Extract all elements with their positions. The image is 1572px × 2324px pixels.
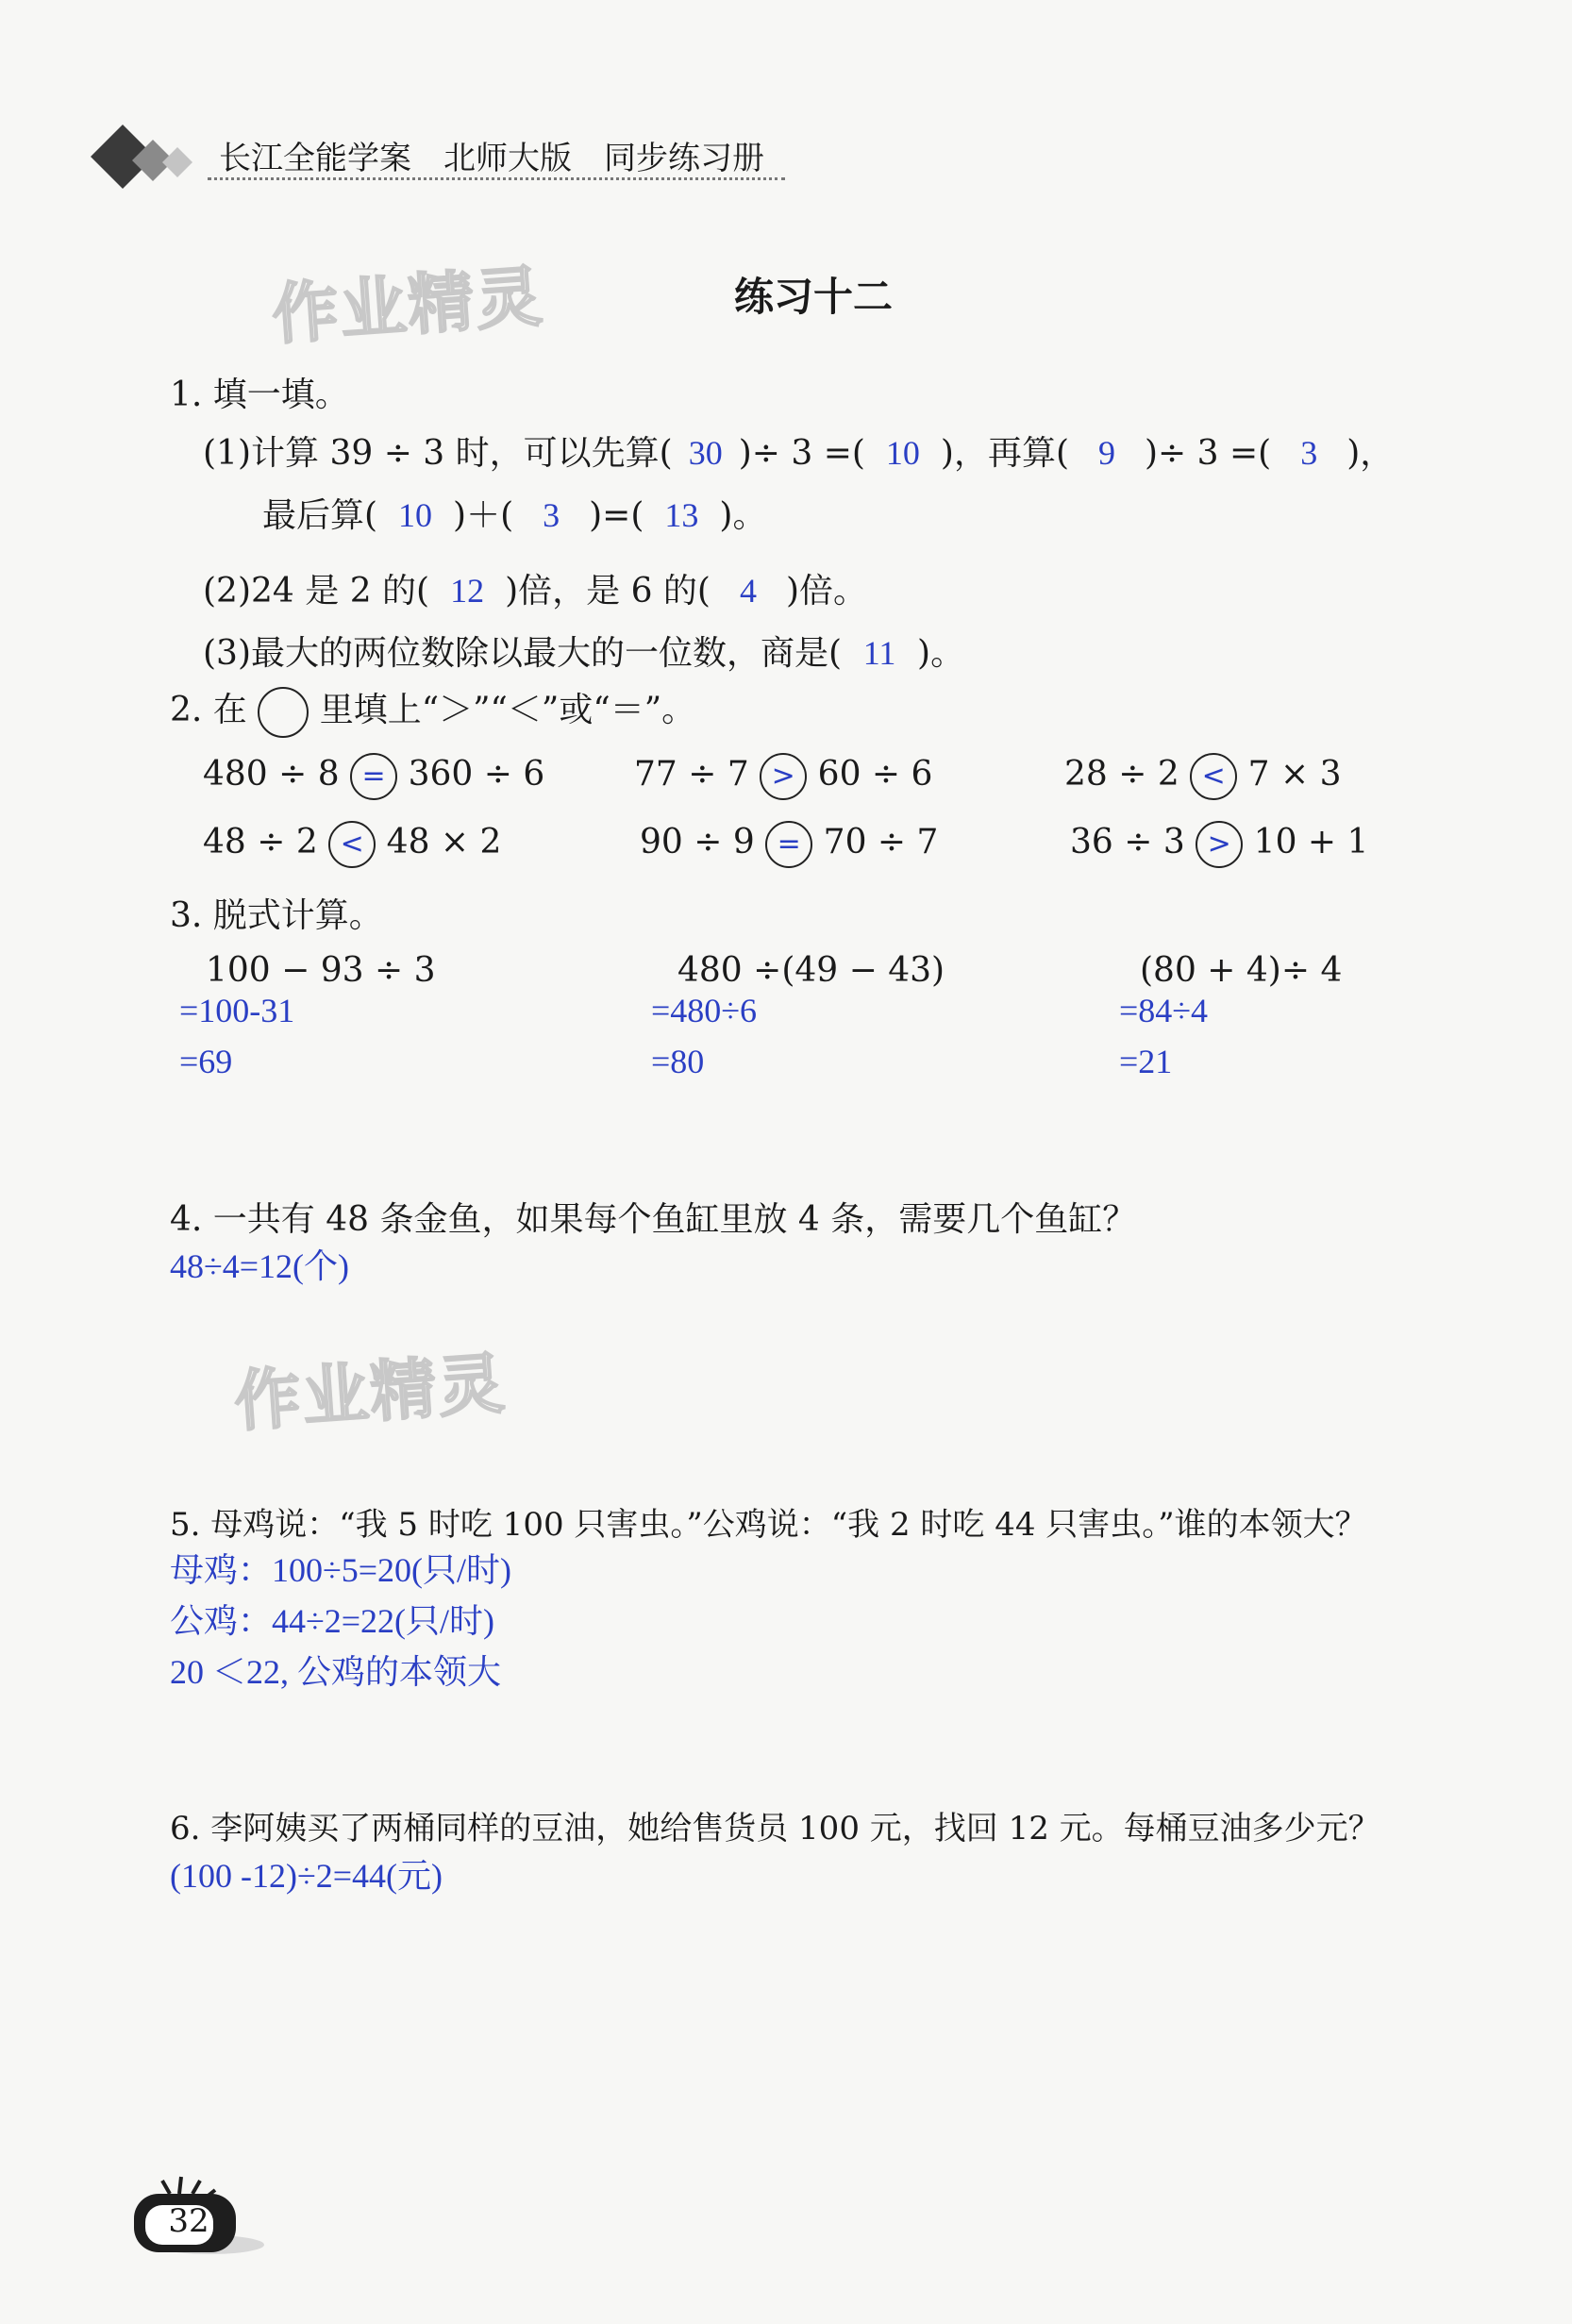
q6-answer: (100 -12)÷2=44(元) (170, 1857, 443, 1895)
header-diamond-logo (87, 119, 200, 194)
q1-text: 最后算( (262, 496, 378, 535)
compare-item (640, 821, 938, 868)
compare-right: 60 ÷ 6 (817, 755, 933, 794)
calc-step: =21 (1119, 1043, 1173, 1080)
page-title: 练习十二 (734, 274, 894, 320)
q1-answer-blank: 3 (543, 496, 560, 534)
q1-heading: 1. 填一填。 (170, 376, 349, 414)
compare-sign: > (760, 753, 807, 800)
q1-text: (2)24 是 2 的( (203, 572, 430, 610)
q5-answer-line: 母鸡：100÷5=20(只/时) (170, 1551, 512, 1589)
compare-sign: < (1190, 753, 1237, 800)
q1-text: (1)计算 39 ÷ 3 时，可以先算( (203, 434, 673, 473)
compare-right: 48 × 2 (386, 823, 502, 861)
q1-text: )=( (589, 496, 644, 535)
q1-answer-blank: 3 (1300, 434, 1318, 472)
q1-text: )＋( (453, 496, 514, 535)
q1-answer-blank: 30 (688, 434, 723, 472)
compare-left: 77 ÷ 7 (634, 755, 749, 794)
q1-text: )。 (719, 496, 767, 535)
empty-circle-icon (258, 687, 309, 738)
q1-answer-blank: 9 (1098, 434, 1116, 472)
compare-left: 480 ÷ 8 (203, 755, 340, 794)
q1-part1-line2 (262, 489, 766, 537)
q1-text: )， (1346, 434, 1395, 473)
q1-part1-line1 (203, 426, 1394, 475)
calc-step: =480÷6 (651, 992, 758, 1029)
compare-left: 48 ÷ 2 (203, 823, 318, 861)
header-divider (208, 177, 785, 180)
q1-text: )倍。 (785, 572, 868, 610)
q1-text: )÷ 3 =( (738, 434, 865, 473)
compare-item (203, 821, 501, 868)
compare-left: 90 ÷ 9 (640, 823, 755, 861)
q5-answer-line: 20 ＜22, 公鸡的本领大 (170, 1653, 502, 1691)
compare-right: 70 ÷ 7 (823, 823, 939, 861)
calc-step: =100-31 (179, 992, 295, 1029)
q1-text: )÷ 3 =( (1145, 434, 1272, 473)
q5-question: 5. 母鸡说：“我 5 时吃 100 只害虫。”公鸡说：“我 2 时吃 44 只害虫。”谁的本领大？ (170, 1506, 1367, 1544)
compare-left: 28 ÷ 2 (1064, 755, 1179, 794)
calc-expression: 480 ÷(49 − 43) (677, 951, 945, 990)
q2-heading-text: 2. 在 (170, 691, 247, 729)
q3-heading: 3. 脱式计算。 (170, 896, 383, 935)
compare-sign: = (350, 753, 397, 800)
watermark-top: 作业精灵 (269, 258, 546, 354)
q4-answer: 48÷4=12(个) (170, 1247, 350, 1285)
page-number: 32 (168, 2202, 209, 2240)
calc-step: =69 (179, 1043, 233, 1080)
calc-expression: (80 + 4)÷ 4 (1140, 951, 1343, 990)
compare-item (1064, 753, 1342, 800)
q1-answer-blank: 11 (862, 634, 896, 672)
compare-right: 360 ÷ 6 (408, 755, 545, 794)
q1-answer-blank: 13 (664, 496, 699, 534)
q1-answer-blank: 4 (739, 572, 757, 610)
q1-text: (3)最大的两位数除以最大的一位数，商是( (203, 634, 843, 673)
calc-step: =80 (651, 1043, 705, 1080)
q2-heading-text: 里填上“＞”“＜”或“＝”。 (319, 691, 696, 729)
compare-right: 10 + 1 (1253, 823, 1369, 861)
q2-heading (170, 683, 695, 738)
q4-question: 4. 一共有 48 条金鱼，如果每个鱼缸里放 4 条，需要几个鱼缸？ (170, 1200, 1137, 1239)
q5-answer-line: 公鸡：44÷2=22(只/时) (170, 1602, 495, 1640)
watermark-middle: 作业精灵 (231, 1345, 509, 1441)
q1-text: )倍，是 6 的( (505, 572, 711, 610)
q6-question: 6. 李阿姨买了两桶同样的豆油，她给售货员 100 元，找回 12 元。每桶豆油多少元？ (170, 1810, 1380, 1847)
q1-answer-blank: 12 (450, 572, 485, 610)
compare-sign: < (328, 821, 376, 868)
q1-part3 (203, 627, 964, 675)
compare-item (634, 753, 932, 800)
compare-item (203, 753, 544, 800)
compare-item (1070, 821, 1368, 868)
q1-text: )。 (917, 634, 965, 673)
header-title: 长江全能学案 北师大版 同步练习册 (219, 140, 764, 177)
calc-step: =84÷4 (1119, 992, 1209, 1029)
calc-expression: 100 − 93 ÷ 3 (206, 951, 436, 990)
q1-text: )，再算( (940, 434, 1070, 473)
q1-answer-blank: 10 (885, 434, 920, 472)
q1-part2 (203, 564, 867, 612)
compare-right: 7 × 3 (1247, 755, 1342, 794)
compare-left: 36 ÷ 3 (1070, 823, 1185, 861)
compare-sign: = (765, 821, 812, 868)
q1-answer-blank: 10 (398, 496, 433, 534)
compare-sign: > (1196, 821, 1243, 868)
